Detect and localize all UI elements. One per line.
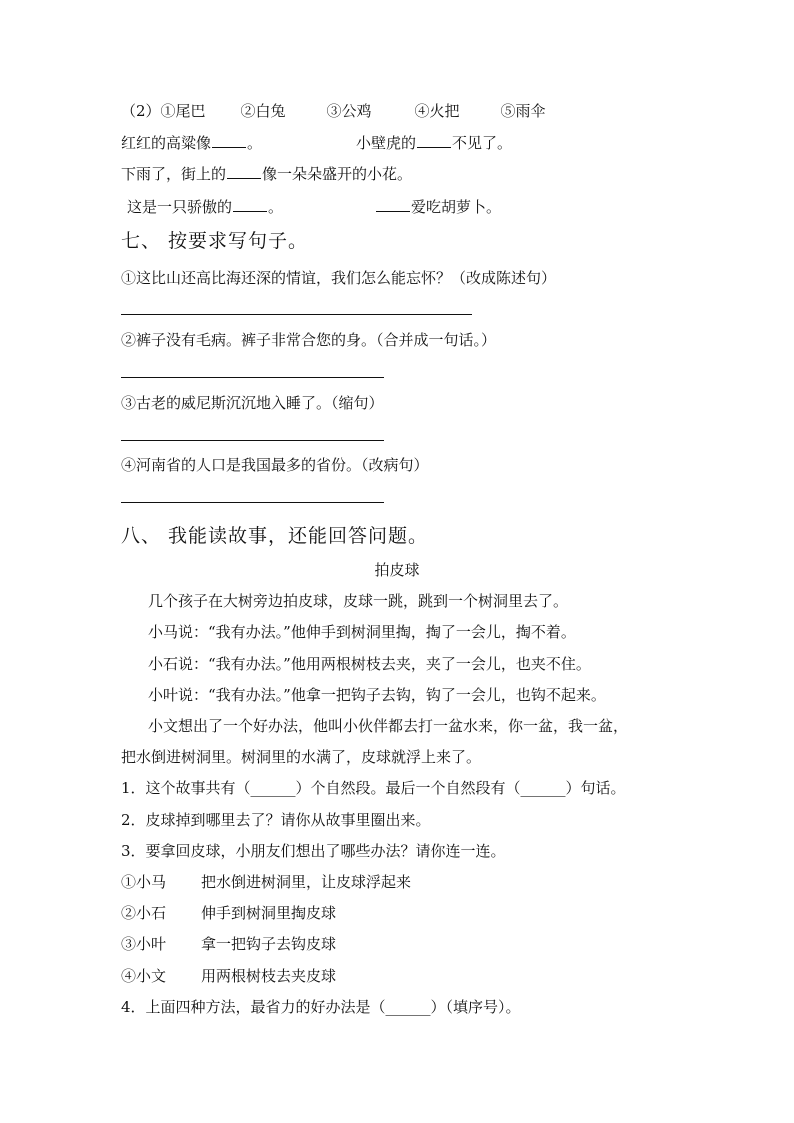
match-row-1 [121,872,411,892]
option-2: ②白兔 [240,102,286,120]
match-row-3 [121,934,336,954]
question-8-1: 1．这个故事共有（______）个自然段。最后一个自然段有（______）句话。 [121,779,626,797]
row1-b-pre: 小壁虎的 [356,134,417,152]
match-left-2[interactable]: ②小石 [121,904,167,922]
match-left-4[interactable]: ④小文 [121,967,167,985]
row1-a-post: 。 [247,134,263,152]
question-8-3: 3．要拿回皮球，小朋友们想出了哪些办法？请你连一连。 [121,842,506,860]
story-paragraph-4: 小叶说：“我有办法。”他拿一把钩子去钩，钩了一会儿，也钩不起来。 [148,686,606,704]
match-right-4[interactable]: 用两根树枝去夹皮球 [201,967,337,985]
row2-post: 像一朵朵盛开的小花。 [262,165,413,183]
row2-pre: 下雨了，街上的 [121,165,227,183]
match-row-2 [121,903,336,923]
question-7-1: ①这比山还高比海还深的情谊，我们怎么能忘怀？（改成陈述句） [121,269,557,287]
row1-b-post: 不见了。 [452,134,513,152]
match-row-4 [121,966,336,986]
question-7-4: ④河南省的人口是我国最多的省份。（改病句） [121,456,429,474]
match-right-2[interactable]: 伸手到树洞里掏皮球 [201,904,337,922]
match-left-1[interactable]: ①小马 [121,873,167,891]
match-right-1[interactable]: 把水倒进树洞里，让皮球浮起来 [201,873,412,891]
section-8-title: 八、 我能读故事，还能回答问题。 [121,525,429,547]
blank-5[interactable] [376,197,410,212]
answer-line-7-3[interactable] [121,440,384,441]
option-4: ④火把 [414,102,460,120]
blank-3[interactable] [227,164,261,179]
blank-2[interactable] [417,133,451,148]
match-left-3[interactable]: ③小叶 [121,935,167,953]
option-3: ③公鸡 [326,102,372,120]
question-8-2: 2．皮球掉到哪里去了？请你从故事里圈出来。 [121,811,431,829]
answer-line-7-2[interactable] [121,377,384,378]
blank-4[interactable] [233,197,267,212]
blank-1[interactable] [212,133,246,148]
story-paragraph-5b: 把水倒进树洞里。树洞里的水满了，皮球就浮上来了。 [121,748,482,766]
word-options-row [121,101,546,121]
fill-row-2 [121,164,412,184]
options-prefix: （2） [121,102,161,120]
story-paragraph-3: 小石说：“我有办法。”他用两根树枝去夹，夹了一会儿，也夹不住。 [148,655,591,673]
row1-a-pre: 红红的高粱像 [121,134,212,152]
fill-row-1 [121,133,512,153]
question-8-4: 4．上面四种方法，最省力的好办法是（______）（填序号）。 [121,998,521,1016]
answer-line-7-4[interactable] [121,502,384,503]
option-1: ①尾巴 [160,102,206,120]
question-7-2: ②裤子没有毛病。裤子非常合您的身。（合并成一句话。） [121,331,497,349]
answer-line-7-1[interactable] [121,314,472,315]
story-paragraph-1: 几个孩子在大树旁边拍皮球，皮球一跳，跳到一个树洞里去了。 [148,592,569,610]
fill-row-3 [127,197,501,217]
question-7-3: ③古老的威尼斯沉沉地入睡了。（缩句） [121,394,384,412]
row3-a-post: 。 [268,198,284,216]
section-7-title: 七、 按要求写句子。 [121,230,309,252]
match-right-3[interactable]: 拿一把钩子去钩皮球 [201,935,337,953]
row3-b-post: 爱吃胡萝卜。 [411,198,502,216]
story-paragraph-5a: 小文想出了一个好办法，他叫小伙伴都去打一盆水来，你一盆，我一盆， [148,717,629,735]
row3-a-pre: 这是一只骄傲的 [127,198,233,216]
story-paragraph-2: 小马说：“我有办法。”他伸手到树洞里掏，掏了一会儿，掏不着。 [148,623,576,641]
story-title: 拍皮球 [374,561,420,579]
option-5: ⑤雨伞 [500,102,546,120]
